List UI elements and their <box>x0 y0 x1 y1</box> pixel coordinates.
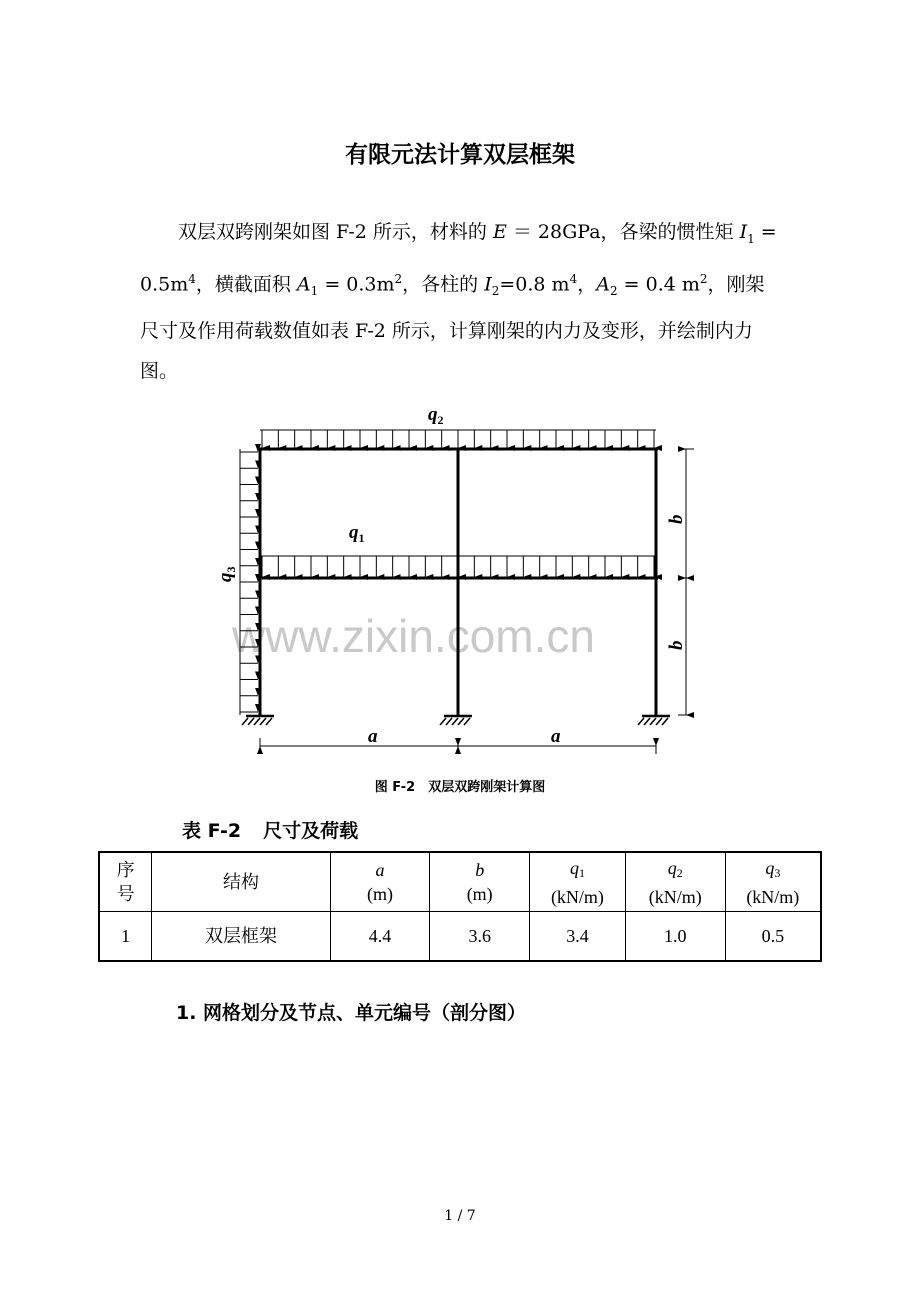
figure-caption: 图 F-2 双层双跨刚架计算图 <box>374 780 546 795</box>
support-hatch <box>644 718 650 725</box>
header-q1: $q_1$ (kN/m) <box>530 852 626 912</box>
load-q3-arrows <box>240 449 258 715</box>
cell-q2: 1.0 <box>625 912 725 962</box>
support-hatch <box>662 718 668 725</box>
support-hatch <box>446 718 452 725</box>
support-hatch <box>242 718 248 725</box>
label-b-lower: b <box>666 640 687 650</box>
frame-diagram <box>200 398 720 770</box>
support-hatch <box>458 718 464 725</box>
header-q2: $q_2$ (kN/m) <box>625 852 725 912</box>
cell-q1: 3.4 <box>530 912 626 962</box>
support-hatch <box>440 718 446 725</box>
label-q1: $q_1$ <box>349 522 365 545</box>
header-b: b (m) <box>430 852 530 912</box>
fixed-supports <box>242 716 670 725</box>
intro-paragraph: 双层双跨刚架如图 F-2 所示，材料的 E ＝ 28GPa，各梁的惯性矩 $I_1 = 0.5m^4$，横截面积 $A_1 = 0.3m^2$，各柱的 $I_2=0.8$ $m^4$，$A_2 = 0.4$ $m^2$，刚架尺寸及作用荷载数值如表 F-2 所示，计算刚架的内力及变形，并绘制内力图。 <box>140 221 777 382</box>
support-hatch <box>248 718 254 725</box>
header-q3: $q_3$ (kN/m) <box>725 852 821 912</box>
page-number: 1 / 7 <box>444 1208 476 1224</box>
cell-q3: 0.5 <box>725 912 821 962</box>
dimension-lines <box>260 449 694 754</box>
cell-b: 3.6 <box>430 912 530 962</box>
load-q1-arrows <box>260 556 656 577</box>
label-a-right: a <box>551 726 561 747</box>
label-a-left: a <box>368 726 378 747</box>
table-header-row <box>99 852 821 912</box>
header-structure: 结构 <box>152 852 330 912</box>
support-hatch <box>638 718 644 725</box>
page-title: 有限元法计算双层框架 <box>345 142 575 168</box>
support-hatch <box>452 718 458 725</box>
load-q2-arrows <box>260 430 656 448</box>
cell-a: 4.4 <box>330 912 430 962</box>
support-hatch <box>650 718 656 725</box>
label-b-upper: b <box>666 514 687 524</box>
header-a: a (m) <box>330 852 430 912</box>
dimensions-loads-table <box>98 851 822 962</box>
table-row <box>99 912 821 962</box>
cell-no: 1 <box>99 912 152 962</box>
label-q3: $q_3$ <box>215 566 238 582</box>
label-q2: $q_2$ <box>428 404 444 427</box>
frame-members <box>258 449 658 715</box>
section-heading: 1. 网格划分及节点、单元编号（剖分图） <box>176 1002 527 1024</box>
support-hatch <box>656 718 662 725</box>
support-hatch <box>464 718 470 725</box>
support-hatch <box>266 718 272 725</box>
cell-structure: 双层框架 <box>152 912 330 962</box>
support-hatch <box>260 718 266 725</box>
table-caption: 表 F-2 尺寸及荷载 <box>182 820 359 842</box>
support-hatch <box>254 718 260 725</box>
watermark: www.zixin.com.cn <box>232 610 595 662</box>
header-no: 序 号 <box>99 852 152 912</box>
